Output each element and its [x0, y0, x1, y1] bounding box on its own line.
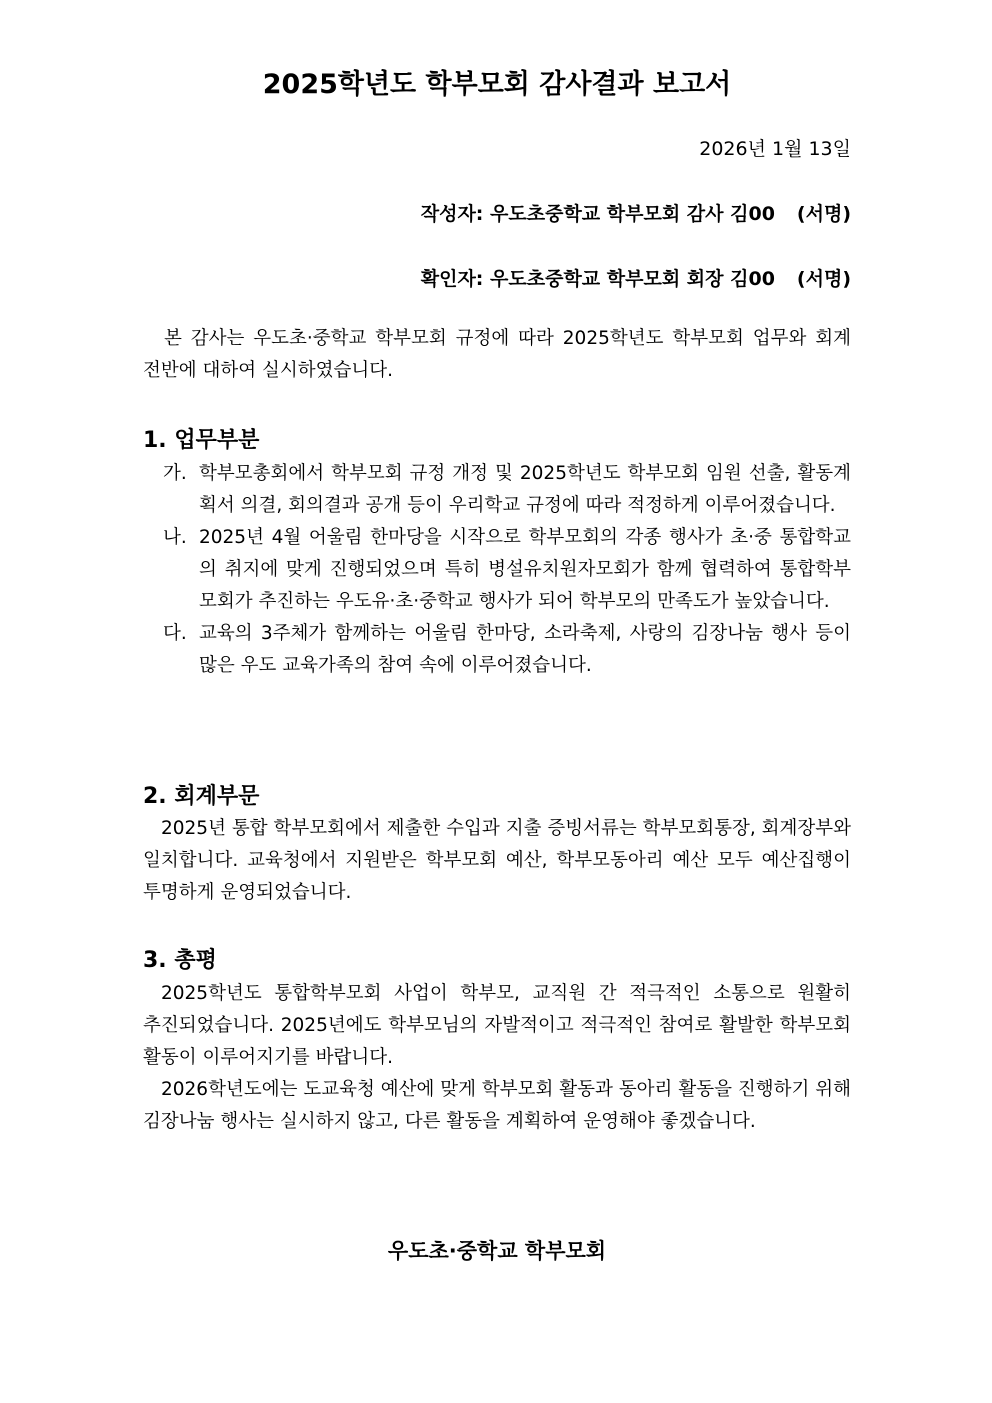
organization-footer: 우도초·중학교 학부모회 — [387, 1239, 607, 1263]
report-date: 2026년 1월 13일 — [699, 138, 851, 160]
checker-sign: (서명) — [796, 268, 851, 290]
list-item-marker: 나. — [163, 527, 187, 548]
section-3-body — [143, 978, 851, 1138]
section-1-items — [143, 458, 851, 682]
list-item — [143, 522, 851, 618]
section-1-heading: 1. 업무부분 — [143, 428, 260, 453]
checker-signature-line — [421, 264, 851, 291]
checker-label: 확인자: 우도초중학교 학부모회 회장 김00 — [420, 268, 775, 290]
intro-paragraph: 본 감사는 우도초·중학교 학부모회 규정에 따라 2025학년도 학부모회 업무와 회계 전반에 대하여 실시하였습니다. — [143, 328, 851, 381]
section-2-paragraph: 2025년 통합 학부모회에서 제출한 수입과 지출 증빙서류는 학부모회통장, 회계장부와 일치합니다. 교육청에서 지원받은 학부모회 예산, 학부모동아리 예산 모두 예산집행이 투명하게 운영되었습니다. — [143, 818, 851, 903]
list-item-text: 학부모총회에서 학부모회 규정 개정 및 2025학년도 학부모회 임원 선출, 활동계획서 의결, 회의결과 공개 등이 우리학교 규정에 따라 적정하게 이루어졌습니다. — [199, 463, 851, 516]
section-3-heading: 3. 총평 — [143, 948, 217, 973]
section-2-heading: 2. 회계부문 — [143, 784, 260, 809]
writer-sign: (서명) — [796, 203, 851, 225]
section-3-paragraph: 2026학년도에는 도교육청 예산에 맞게 학부모회 활동과 동아리 활동을 진행하기 위해 김장나눔 행사는 실시하지 않고, 다른 활동을 계획하여 운영해야 좋겠습니다. — [143, 1079, 851, 1132]
list-item — [143, 618, 851, 682]
list-item — [143, 458, 851, 522]
list-item-marker: 가. — [163, 463, 187, 484]
list-item-text: 2025년 4월 어울림 한마당을 시작으로 학부모회의 각종 행사가 초·중 통합학교의 취지에 맞게 진행되었으며 특히 병설유치원자모회가 함께 협력하여 통합학부모회가 추진하는 우도유·초·중학교 행사가 되어 학부모의 만족도가 높았습니다. — [199, 527, 851, 612]
list-item-marker: 다. — [163, 623, 187, 644]
section-3-paragraph: 2025학년도 통합학부모회 사업이 학부모, 교직원 간 적극적인 소통으로 원활히 추진되었습니다. 2025년에도 학부모님의 자발적이고 적극적인 참여로 활발한 학부모회 활동이 이루어지기를 바랍니다. — [143, 983, 851, 1068]
list-item-text: 교육의 3주체가 함께하는 어울림 한마당, 소라축제, 사랑의 김장나눔 행사 등이 많은 우도 교육가족의 참여 속에 이루어졌습니다. — [199, 623, 851, 676]
writer-label: 작성자: 우도초중학교 학부모회 감사 김00 — [420, 203, 775, 225]
document-title: 2025학년도 학부모회 감사결과 보고서 — [262, 69, 732, 100]
writer-signature-line — [421, 199, 851, 226]
